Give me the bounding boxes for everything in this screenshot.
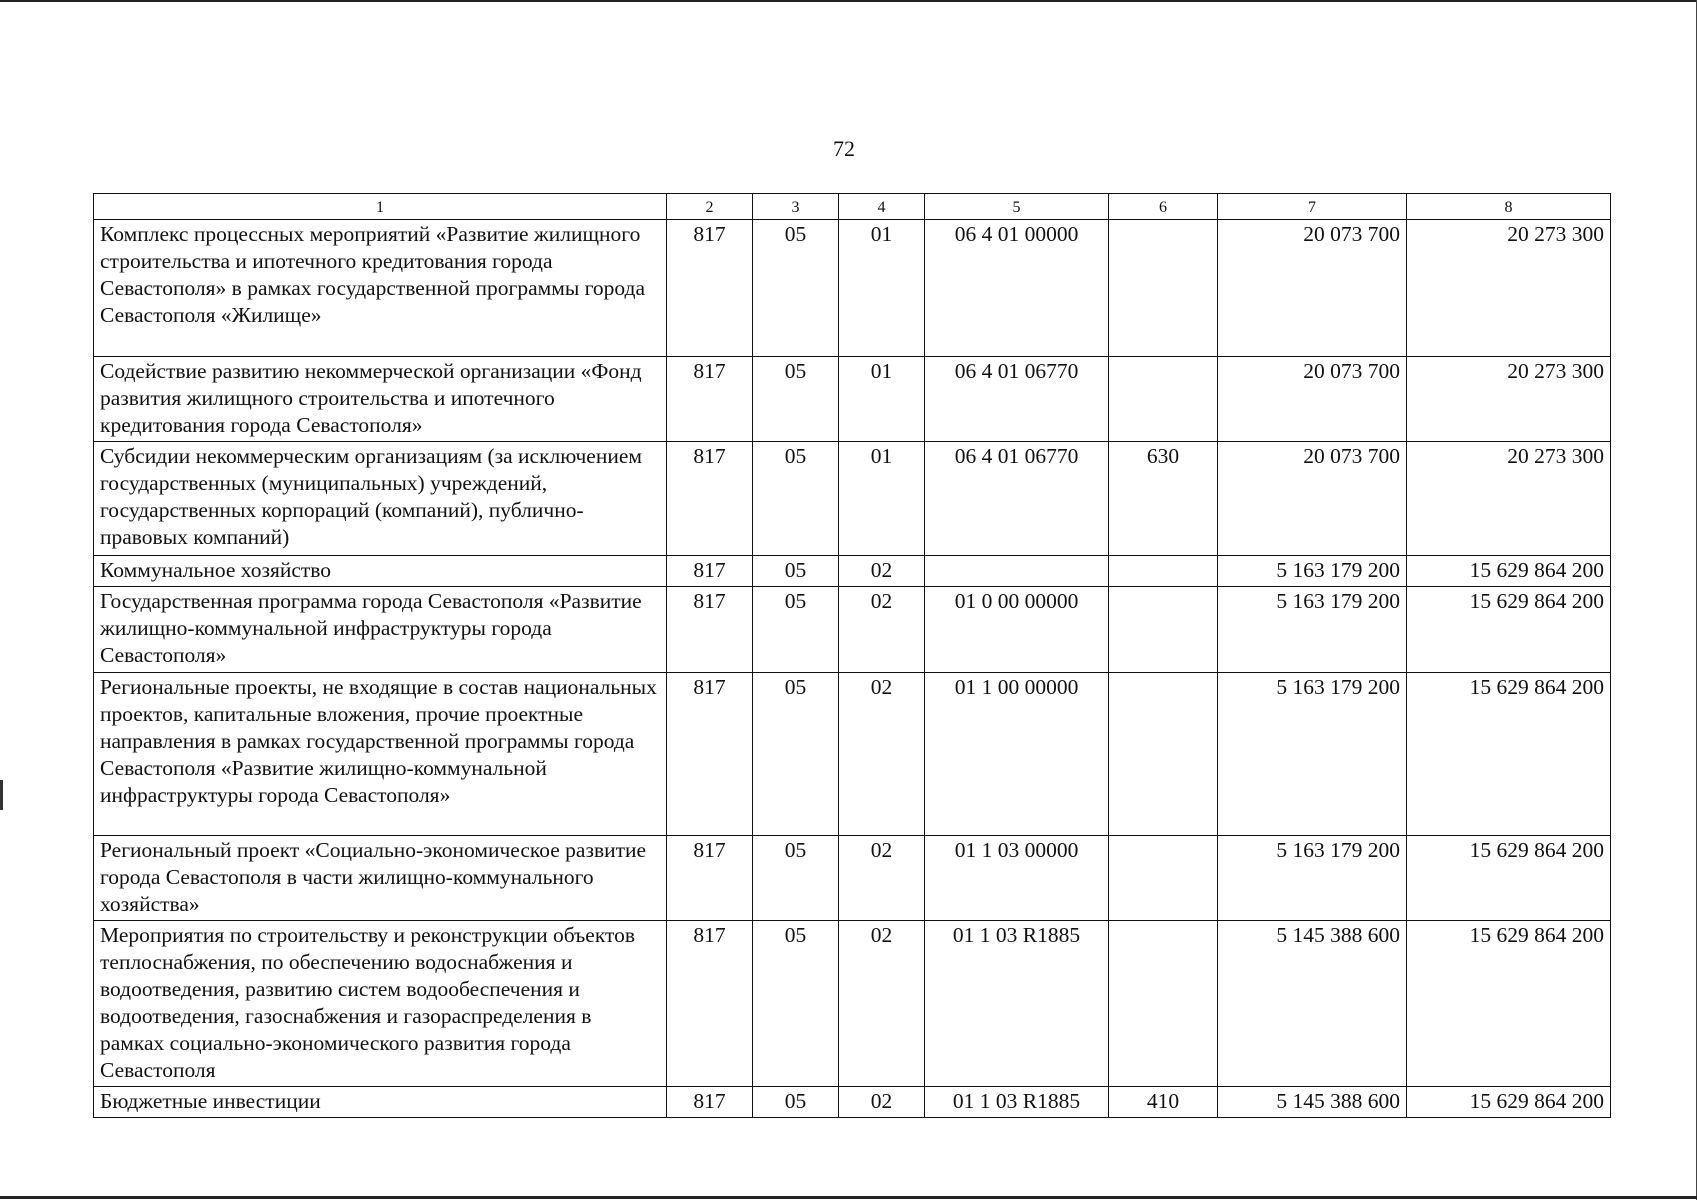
cell-amount-7: 5 163 179 200 [1218,673,1407,836]
cell-section-code: 05 [753,442,839,556]
cell-section-code: 05 [753,587,839,673]
row-name: Региональные проекты, не входящие в состав национальных проектов, капитальные вложения, прочие проектные направления в рамках государственной программы города Севастополя «Развитие жилищно-коммунальной инфраструктуры города Севастополя» [94,673,667,836]
cell-expense-type [1109,836,1218,921]
cell-subsection-code: 02 [839,673,925,836]
table-row [94,442,1611,556]
cell-expense-type: 630 [1109,442,1218,556]
cell-target-code: 01 1 03 R1885 [925,921,1109,1087]
column-header: 3 [753,194,839,220]
cell-amount-8: 15 629 864 200 [1407,673,1611,836]
cell-amount-7: 20 073 700 [1218,220,1407,357]
cell-section-code: 05 [753,836,839,921]
bottom-border-line [0,1196,1697,1199]
table-row [94,220,1611,357]
cell-amount-7: 5 145 388 600 [1218,1087,1407,1118]
cell-section-code: 05 [753,556,839,587]
row-name: Комплекс процессных мероприятий «Развитие жилищного строительства и ипотечного кредитования города Севастополя» в рамках государственной программы города Севастополя «Жилище» [94,220,667,357]
table-row [94,556,1611,587]
row-name: Коммунальное хозяйство [94,556,667,587]
row-name: Содействие развитию некоммерческой организации «Фонд развития жилищного строительства и ипотечного кредитования города Севастополя» [94,357,667,442]
column-header: 1 [94,194,667,220]
cell-target-code [925,556,1109,587]
row-name: Бюджетные инвестиции [94,1087,667,1118]
cell-ministry-code: 817 [667,836,753,921]
cell-subsection-code: 01 [839,442,925,556]
cell-amount-7: 5 145 388 600 [1218,921,1407,1087]
cell-ministry-code: 817 [667,442,753,556]
table-row [94,587,1611,673]
table-row [94,673,1611,836]
cell-target-code: 01 1 03 R1885 [925,1087,1109,1118]
cell-target-code: 06 4 01 00000 [925,220,1109,357]
cell-section-code: 05 [753,220,839,357]
cell-amount-8: 15 629 864 200 [1407,587,1611,673]
row-name: Региональный проект «Социально-экономическое развитие города Севастополя в части жилищно-коммунального хозяйства» [94,836,667,921]
top-border-line [0,0,1697,2]
cell-target-code: 01 1 00 00000 [925,673,1109,836]
cell-section-code: 05 [753,357,839,442]
cell-amount-7: 5 163 179 200 [1218,587,1407,673]
cell-target-code: 06 4 01 06770 [925,442,1109,556]
row-name: Мероприятия по строительству и реконструкции объектов теплоснабжения, по обеспечению водоснабжения и водоотведения, развитию систем водообеспечения и водоотведения, газоснабжения и газораспределения в рамках социально-экономического развития города Севастополя [94,921,667,1087]
cell-ministry-code: 817 [667,673,753,836]
cell-amount-8: 15 629 864 200 [1407,836,1611,921]
cell-expense-type [1109,556,1218,587]
cell-expense-type [1109,357,1218,442]
cell-expense-type [1109,921,1218,1087]
cell-subsection-code: 02 [839,587,925,673]
column-header: 2 [667,194,753,220]
column-header: 5 [925,194,1109,220]
column-header: 8 [1407,194,1611,220]
cell-subsection-code: 02 [839,1087,925,1118]
table-header-row [94,194,1611,220]
cell-section-code: 05 [753,673,839,836]
budget-table [93,193,1611,1118]
cell-expense-type [1109,220,1218,357]
cell-target-code: 01 1 03 00000 [925,836,1109,921]
cell-section-code: 05 [753,1087,839,1118]
cell-subsection-code: 01 [839,220,925,357]
cell-amount-8: 20 273 300 [1407,357,1611,442]
cell-ministry-code: 817 [667,357,753,442]
cell-ministry-code: 817 [667,220,753,357]
cell-section-code: 05 [753,921,839,1087]
cell-subsection-code: 02 [839,556,925,587]
page-number: 72 [833,136,855,161]
cell-ministry-code: 817 [667,556,753,587]
cell-amount-7: 5 163 179 200 [1218,836,1407,921]
left-edge-mark [0,780,3,810]
cell-amount-8: 15 629 864 200 [1407,1087,1611,1118]
table-row [94,836,1611,921]
column-header: 4 [839,194,925,220]
cell-expense-type [1109,673,1218,836]
cell-amount-7: 5 163 179 200 [1218,556,1407,587]
cell-subsection-code: 02 [839,921,925,1087]
cell-expense-type [1109,587,1218,673]
cell-expense-type: 410 [1109,1087,1218,1118]
cell-target-code: 01 0 00 00000 [925,587,1109,673]
table-row [94,1087,1611,1118]
row-name: Государственная программа города Севастополя «Развитие жилищно-коммунальной инфраструктуры города Севастополя» [94,587,667,673]
cell-amount-7: 20 073 700 [1218,442,1407,556]
cell-target-code: 06 4 01 06770 [925,357,1109,442]
cell-amount-8: 15 629 864 200 [1407,921,1611,1087]
cell-amount-8: 20 273 300 [1407,442,1611,556]
cell-ministry-code: 817 [667,587,753,673]
table-row [94,357,1611,442]
cell-amount-8: 15 629 864 200 [1407,556,1611,587]
cell-subsection-code: 02 [839,836,925,921]
column-header: 7 [1218,194,1407,220]
cell-subsection-code: 01 [839,357,925,442]
cell-amount-8: 20 273 300 [1407,220,1611,357]
cell-amount-7: 20 073 700 [1218,357,1407,442]
row-name: Субсидии некоммерческим организациям (за исключением государственных (муниципальных) учреждений, государственных корпораций (компаний), публично-правовых компаний) [94,442,667,556]
column-header: 6 [1109,194,1218,220]
cell-ministry-code: 817 [667,1087,753,1118]
table-row [94,921,1611,1087]
cell-ministry-code: 817 [667,921,753,1087]
